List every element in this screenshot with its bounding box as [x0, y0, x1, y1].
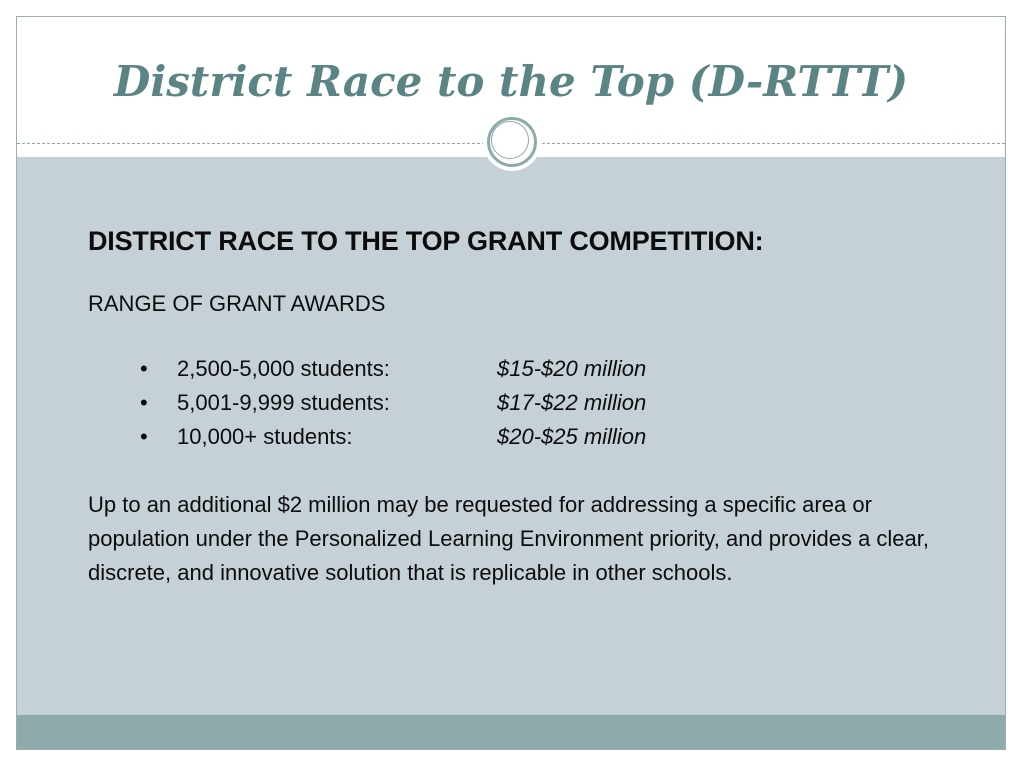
footer-bar [17, 715, 1005, 750]
award-amount: $15-$20 million [497, 356, 647, 381]
list-item [88, 352, 958, 386]
award-size-label: 2,500-5,000 students: [177, 356, 390, 381]
award-size-label: 5,001-9,999 students: [177, 390, 390, 415]
content-heading: DISTRICT RACE TO THE TOP GRANT COMPETITION: [88, 226, 764, 256]
slide [16, 16, 1006, 750]
bullet-icon: • [140, 424, 148, 449]
bullet-icon: • [140, 390, 148, 415]
list-item [88, 420, 958, 454]
slide-title: District Race to the Top (D-RTTT) [113, 57, 909, 106]
bullet-icon: • [140, 356, 148, 381]
circle-ornament-inner [491, 121, 529, 159]
award-size-label: 10,000+ students: [177, 424, 353, 449]
awards-subheading: RANGE OF GRANT AWARDS [88, 291, 386, 316]
list-item [88, 386, 958, 420]
award-list [88, 352, 958, 454]
award-amount: $17-$22 million [497, 390, 647, 415]
additional-funding-paragraph: Up to an additional $2 million may be requested for addressing a specific area or population under the Personalized Learning Environment priority, and provides a clear, discrete, and innovative solution that is replicable in other schools. [88, 492, 929, 585]
slide-body [88, 217, 958, 590]
award-amount: $20-$25 million [497, 424, 647, 449]
